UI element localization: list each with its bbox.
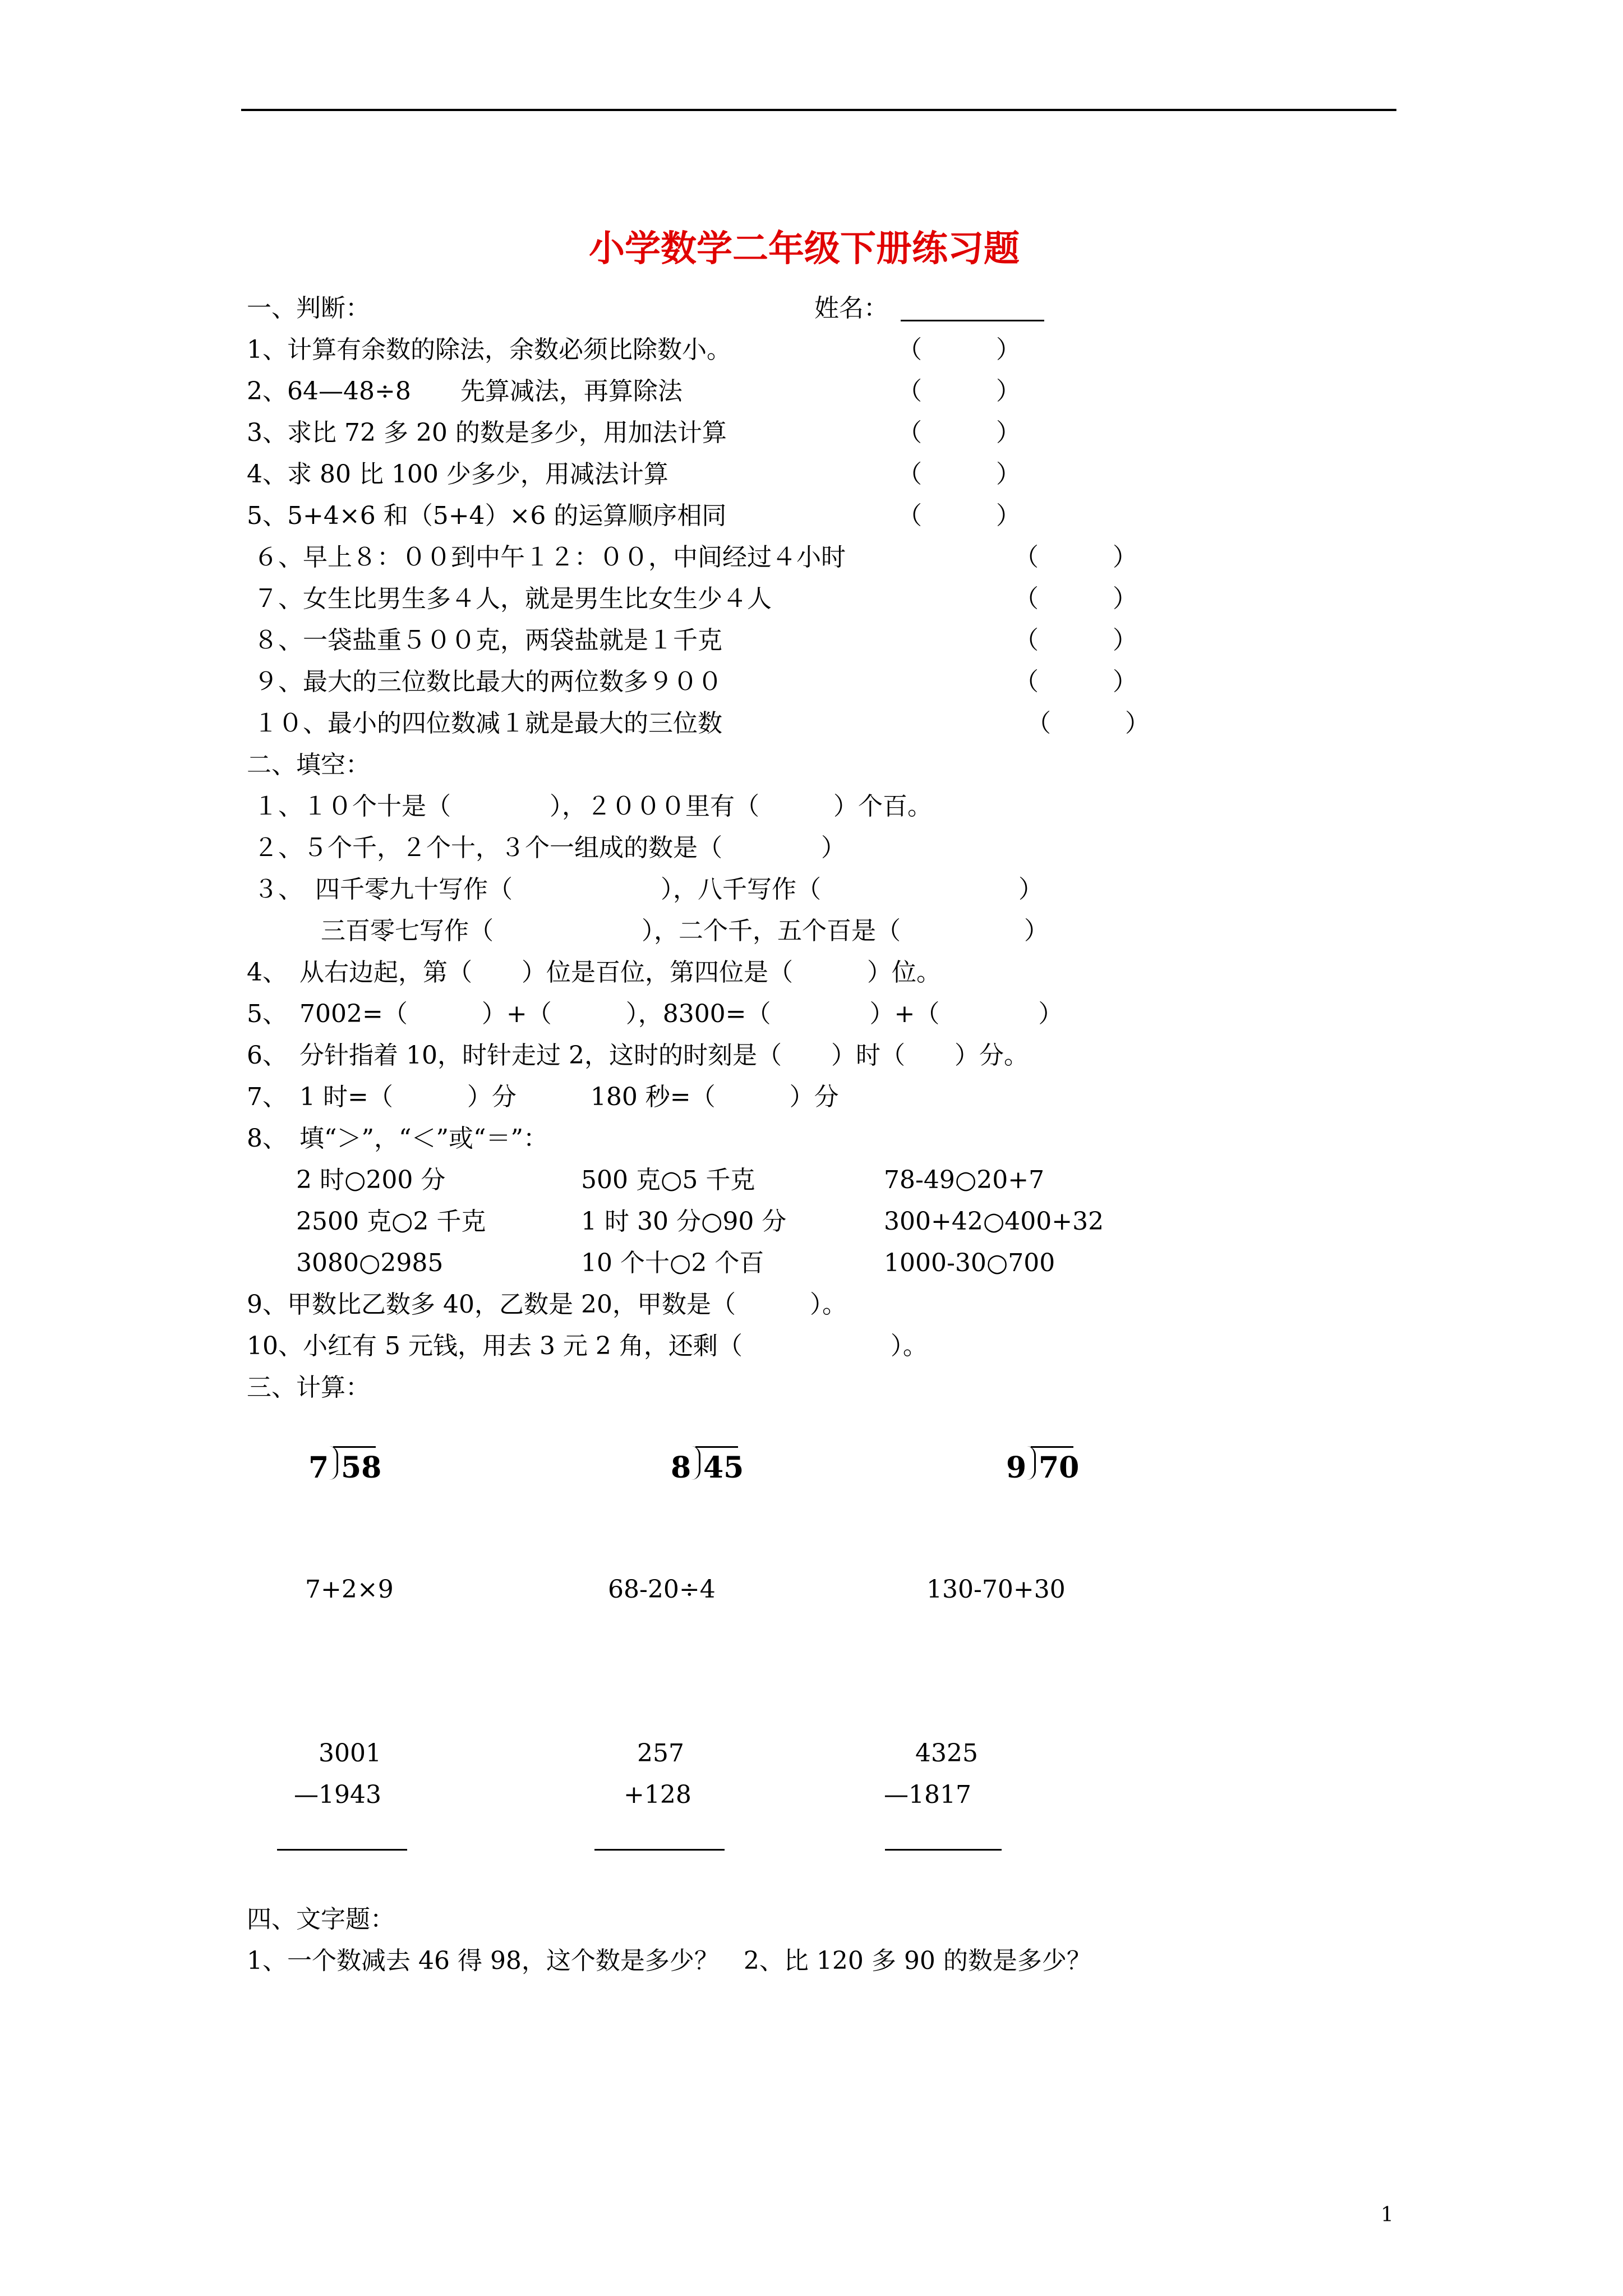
judge-item-4: 4、求 80 比 100 少多少，用减法计算 [247,460,668,489]
expression-1: 7+2×9 [305,1575,394,1604]
fill-item-7: 7、 1 时=（ ）分 180 秒=（ ）分 [247,1083,839,1111]
long-division-2 [671,1446,749,1485]
dividend: 70 [1039,1451,1080,1485]
expression-3: 130-70+30 [926,1575,1066,1604]
division-bracket-bar [1031,1446,1073,1448]
dividend: 45 [703,1451,744,1485]
name-label: 姓名： [814,294,888,323]
judge-item-9: ９、最大的三位数比最大的两位数多９００ [253,668,722,696]
judge-item-5: 5、5+4×6 和（5+4）×6 的运算顺序相同 [247,501,727,530]
name-blank[interactable] [901,320,1044,321]
expression-2: 68-20÷4 [608,1575,716,1604]
fill-item-3: ３、 四千零九十写作（ ），八千写作（ ） [253,875,1043,904]
fill-item-4: 4、 从右边起，第（ ）位是百位，第四位是（ ）位。 [247,958,941,987]
divisor: 8 [671,1451,691,1485]
fill-item-1: １、１０个十是（ ），２０００里有（ ）个百。 [253,792,932,821]
judge-item-6: ６、早上８：００到中午１２：００，中间经过４小时 [253,543,846,572]
long-division-1 [308,1446,387,1485]
vertical-bottom-3: —1817 [884,1780,971,1809]
dividend: 58 [341,1451,382,1485]
judge-item-1: 1、计算有余数的除法，余数必须比除数小。 [247,335,731,364]
page-number: 1 [1381,2203,1394,2226]
compare-r1c3: 78-49○20+7 [884,1166,1045,1194]
vertical-underline-2 [594,1849,725,1851]
fill-item-3b: 三百零七写作（ ），二个千，五个百是（ ） [271,917,1049,945]
judge-item-2: 2、64—48÷8 先算减法，再算除法 [247,377,683,406]
compare-r3c3: 1000-30○700 [884,1249,1055,1277]
word-problems-line: 1、一个数减去 46 得 98，这个数是多少？ 2、比 120 多 90 的数是多少？ [247,1947,1091,1975]
section-heading-fill: 二、填空： [247,751,370,779]
compare-r2c1: 2500 克○2 千克 [296,1207,486,1236]
judge-paren-5[interactable]: （ ） [897,501,1021,530]
vertical-underline-3 [885,1849,1002,1851]
section-heading-judge: 一、判断： [247,294,370,323]
judge-item-8: ８、一袋盐重５００克，两袋盐就是１千克 [253,626,722,655]
divisor: 9 [1006,1451,1027,1485]
vertical-top-3: 4325 [915,1739,978,1768]
judge-paren-10[interactable]: （ ） [1026,709,1150,738]
vertical-bottom-2: +128 [624,1780,691,1809]
section-heading-word-problems: 四、文字题： [247,1905,395,1934]
judge-paren-6[interactable]: （ ） [1014,543,1137,572]
vertical-underline-1 [277,1849,407,1851]
long-division-3 [1006,1446,1085,1485]
divisor: 7 [308,1451,329,1485]
fill-item-8: 8、 填“＞”，“＜”或“＝”： [247,1124,548,1153]
division-bracket-curve [1025,1446,1036,1480]
compare-r2c3: 300+42○400+32 [884,1207,1104,1236]
division-bracket-curve [690,1446,700,1480]
compare-r1c1: 2 时○200 分 [296,1166,446,1194]
judge-paren-3[interactable]: （ ） [897,418,1021,447]
judge-item-10: １０、最小的四位数减１就是最大的三位数 [253,709,722,738]
judge-paren-4[interactable]: （ ） [897,460,1021,489]
page-title: 小学数学二年级下册练习题 [589,228,1020,270]
compare-r3c2: 10 个十○2 个百 [581,1249,764,1277]
judge-paren-2[interactable]: （ ） [897,377,1021,406]
fill-item-9: 9、甲数比乙数多 40，乙数是 20，甲数是（ ）。 [247,1290,847,1319]
judge-paren-9[interactable]: （ ） [1014,668,1137,696]
division-bracket-bar [333,1446,376,1448]
compare-r3c1: 3080○2985 [296,1249,444,1277]
compare-r2c2: 1 时 30 分○90 分 [581,1207,787,1236]
division-bracket-curve [328,1446,338,1480]
judge-paren-8[interactable]: （ ） [1014,626,1137,655]
vertical-top-1: 3001 [319,1739,381,1768]
fill-item-10: 10、小红有 5 元钱，用去 3 元 2 角，还剩（ ）。 [247,1332,928,1360]
judge-item-7: ７、女生比男生多４人，就是男生比女生少４人 [253,585,772,613]
section-heading-calc: 三、计算： [247,1373,370,1402]
header-rule [241,109,1396,111]
vertical-bottom-1: —1943 [294,1780,381,1809]
vertical-top-2: 257 [637,1739,684,1768]
fill-item-6: 6、 分针指着 10，时针走过 2，这时的时刻是（ ）时（ ）分。 [247,1041,1029,1070]
division-bracket-bar [695,1446,738,1448]
compare-r1c2: 500 克○5 千克 [581,1166,755,1194]
judge-paren-7[interactable]: （ ） [1014,585,1137,613]
judge-item-3: 3、求比 72 多 20 的数是多少，用加法计算 [247,418,727,447]
judge-paren-1[interactable]: （ ） [897,335,1021,364]
fill-item-2: ２、５个千，２个十，３个一组成的数是（ ） [253,834,846,862]
fill-item-5: 5、 7002=（ ）+（ ），8300=（ ）+（ ） [247,1000,1063,1028]
